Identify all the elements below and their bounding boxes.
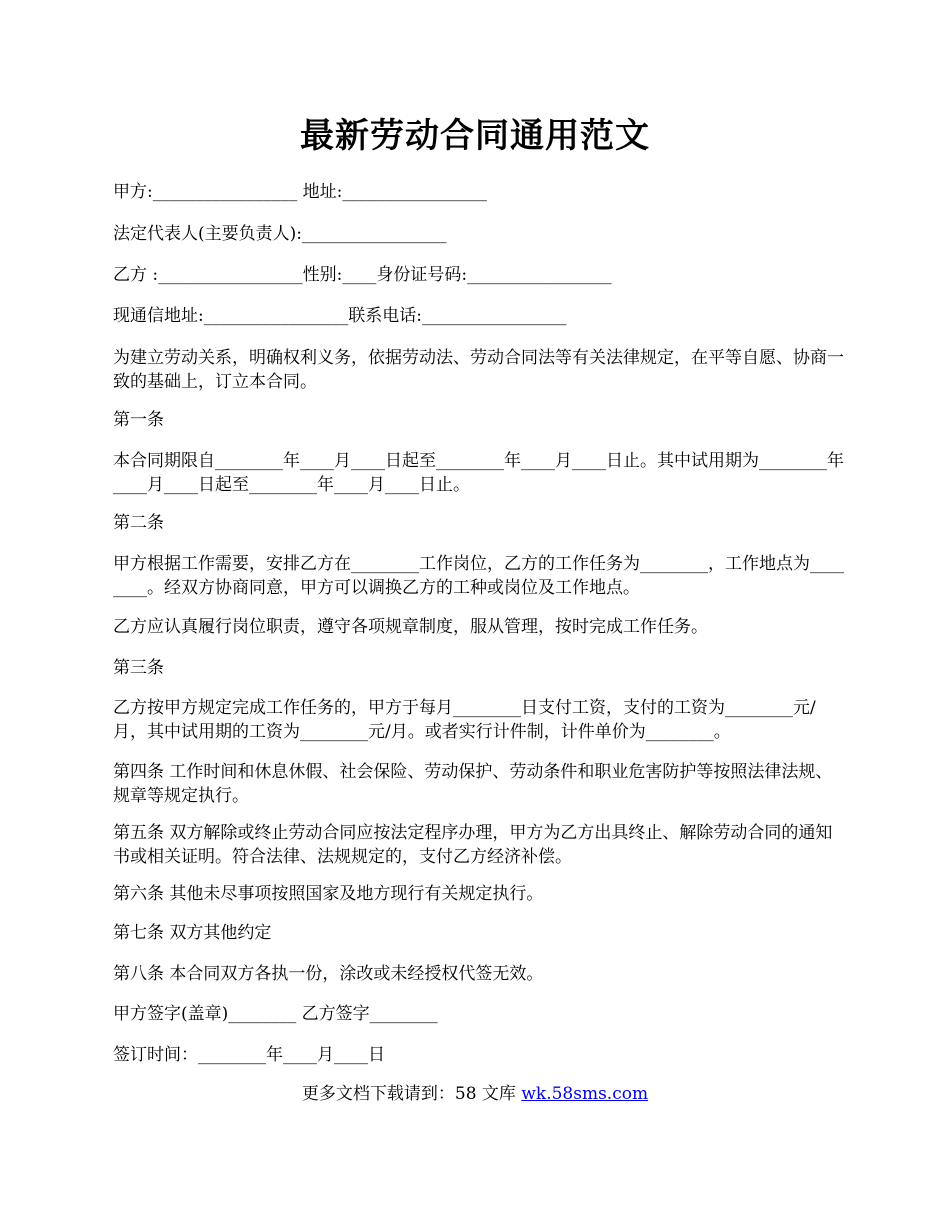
article-2-heading: 第二条 xyxy=(113,513,164,533)
preamble-paragraph: 为建立劳动关系，明确权利义务，依据劳动法、劳动合同法等有关法律规定，在平等自愿、协商一致的基础上，订立本合同。 xyxy=(113,348,844,392)
signing-date-line: 签订时间：________年____月____日 xyxy=(113,1045,385,1065)
article-5-body: 第五条 双方解除或终止劳动合同应按法定程序办理，甲方为乙方出具终止、解除劳动合同的通知书或相关证明。符合法律、法规规定的，支付乙方经济补偿。 xyxy=(113,823,833,867)
article-2-body: 甲方根据工作需要，安排乙方在________工作岗位，乙方的工作任务为________，工作地点为________。经双方协商同意，甲方可以调换乙方的工种或岗位及工作地点。 xyxy=(113,554,844,598)
article-3-body: 乙方按甲方规定完成工作任务的，甲方于每月________日支付工资，支付的工资为________元/月，其中试用期的工资为________元/月。或者实行计件制，计件单价为________。 xyxy=(113,698,816,742)
article-4-body: 第四条 工作时间和休息休假、社会保险、劳动保护、劳动条件和职业危害防护等按照法律法规、规章等规定执行。 xyxy=(113,762,833,806)
footer-text: 更多文档下载请到：58 文库 xyxy=(301,1084,522,1104)
article-8-body: 第八条 本合同双方各执一份，涂改或未经授权代签无效。 xyxy=(113,964,544,984)
article-6-body: 第六条 其他未尽事项按照国家及地方现行有关规定执行。 xyxy=(113,884,544,904)
article-7-body: 第七条 双方其他约定 xyxy=(113,923,272,943)
article-3-heading: 第三条 xyxy=(113,658,164,678)
party-b-line: 乙方 :_________________性别:____身份证号码:_________________ xyxy=(113,265,612,285)
document-title: 最新劳动合同通用范文 xyxy=(300,116,650,156)
contact-address-line: 现通信地址:_________________联系电话:_________________ xyxy=(113,306,567,326)
article-1-body: 本合同期限自________年____月____日起至________年____月____日止。其中试用期为________年____月____日起至________年____月____日止。 xyxy=(113,451,844,495)
signature-line: 甲方签字(盖章)________ 乙方签字________ xyxy=(113,1004,438,1024)
article-1-heading: 第一条 xyxy=(113,410,164,430)
legal-representative-line: 法定代表人(主要负责人):_________________ xyxy=(113,224,447,244)
party-a-line: 甲方:_________________ 地址:_________________ xyxy=(113,182,487,202)
footer-link[interactable]: wk.58sms.com xyxy=(521,1084,649,1104)
download-footer xyxy=(0,1082,950,1106)
article-2-duties: 乙方应认真履行岗位职责，遵守各项规章制度，服从管理，按时完成工作任务。 xyxy=(113,617,708,637)
